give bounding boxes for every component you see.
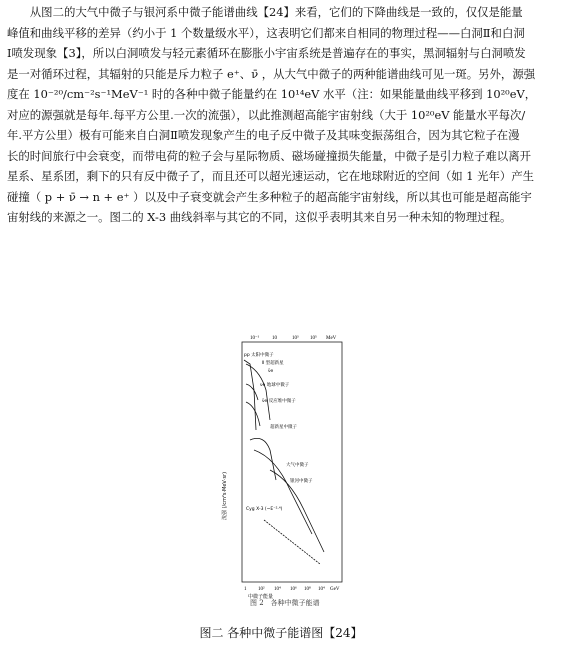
- paragraph-line: 星系、星系团，剩下的只有反中微子了，而且还可以超光速运动，它在地球附近的空间（如 1 光年）产生: [7, 169, 535, 183]
- paragraph-line: 长的时间旅行中会衰变，而带电荷的粒子会与星际物质、磁场碰撞损失能量，中微子是引力粒子难以离开: [7, 148, 531, 163]
- curve-label: νe 地球中微子: [260, 383, 290, 388]
- curve-label: 大气中微子: [286, 463, 309, 468]
- supernova-neutrino-curve: [250, 438, 276, 480]
- body-paragraph: [7, 2, 557, 228]
- paragraph-line: Ⅰ喷发现象【3】，所以白洞喷发与轻元素循环在膨胀小宇宙系统是普遍存在的事实，黑洞辐射与白洞喷发: [7, 46, 526, 60]
- paragraph-line: 从图二的大气中微子与银河系中微子能谱曲线【24】来看，它们的下降曲线是一致的，仅仅是能量: [7, 5, 523, 19]
- curve-label: Cyg X-3 (~E⁻²·⁴): [246, 507, 283, 512]
- geo-neutrino-curve: [246, 384, 258, 400]
- neutrino-spectrum-figure: [220, 330, 350, 612]
- curve-label: ν̄e 反应堆中微子: [262, 399, 296, 404]
- plot-frame: [242, 342, 342, 582]
- curve-label: 银河中微子: [290, 479, 313, 484]
- paragraph-line: 碰撞（ p + ν̄ → n + e⁺ ）以及中子衰变就会产生多种粒子的超高能宇宙射线，所以其也可能是超高能宇: [7, 189, 532, 204]
- curve-label: ν̄e: [268, 369, 274, 374]
- paragraph-line: 对应的源强就是每年.每平方公里.一次的流强），以此推测超高能宇宙射线（大于 10²⁰eV 能量水平每次/: [7, 107, 526, 122]
- paragraph-line: 宙射线的来源之一。图二的 X-3 曲线斜率与其它的不同，这似乎表明其来自另一种未知的物理过程。: [7, 210, 512, 224]
- bottom-tick-label: GeV: [330, 587, 340, 592]
- curve-label: pp 太阳中微子: [244, 353, 274, 358]
- top-tick-label: 10⁵: [310, 336, 317, 341]
- bottom-tick-label: 10⁴: [274, 587, 281, 592]
- paragraph-line: 是一对循环过程，其辐射的只能是斥力粒子 e⁺、ν̄ ，从大气中微子的两种能谱曲线可见一斑。另外，源强: [7, 66, 536, 81]
- top-tick-label: 10⁻¹: [250, 336, 260, 341]
- supernova-ii-curve: [246, 364, 270, 420]
- figure-inner-caption: 图 2 各种中微子能谱: [250, 599, 320, 607]
- top-tick-label: 10³: [292, 336, 299, 341]
- bottom-tick-label: 1: [244, 587, 247, 592]
- curve-label: 超新星中微子: [270, 425, 297, 430]
- top-tick-label: MeV: [326, 336, 337, 341]
- solar-neutrino-curve: [244, 360, 256, 430]
- bottom-tick-label: 10⁴: [318, 587, 325, 592]
- bottom-tick-label: 10⁸: [304, 587, 311, 592]
- figure-caption: 图二 各种中微子能谱图【24】: [199, 626, 363, 640]
- paragraph-line: 年.平方公里）极有可能来自白洞Ⅱ喷发现象产生的电子反中微子及其味变振荡组合，因为其它粒子在漫: [7, 128, 520, 142]
- bottom-axis-label: 中微子能量: [248, 594, 274, 600]
- reactor-neutrino-curve: [246, 402, 260, 426]
- bottom-tick-label: 10⁶: [290, 587, 297, 592]
- y-axis-label: 流强 (/cm²s·MeV·sr): [222, 471, 228, 520]
- paragraph-line: 峰值和曲线平移的差异（约小于 1 个数量级水平），这表明它们都来自相同的物理过程——白洞Ⅱ和白洞: [7, 25, 525, 40]
- curve-label: Ⅱ 型超新星: [262, 361, 284, 366]
- paragraph-line: 度在 10⁻²⁰/cm⁻²s⁻¹MeV⁻¹ 时的各种中微子能量约在 10¹⁴eV 水平（注：如果能量曲线平移到 10²⁰eV，: [7, 87, 537, 101]
- top-tick-label: 10: [272, 336, 277, 341]
- bottom-tick-label: 10²: [258, 587, 265, 592]
